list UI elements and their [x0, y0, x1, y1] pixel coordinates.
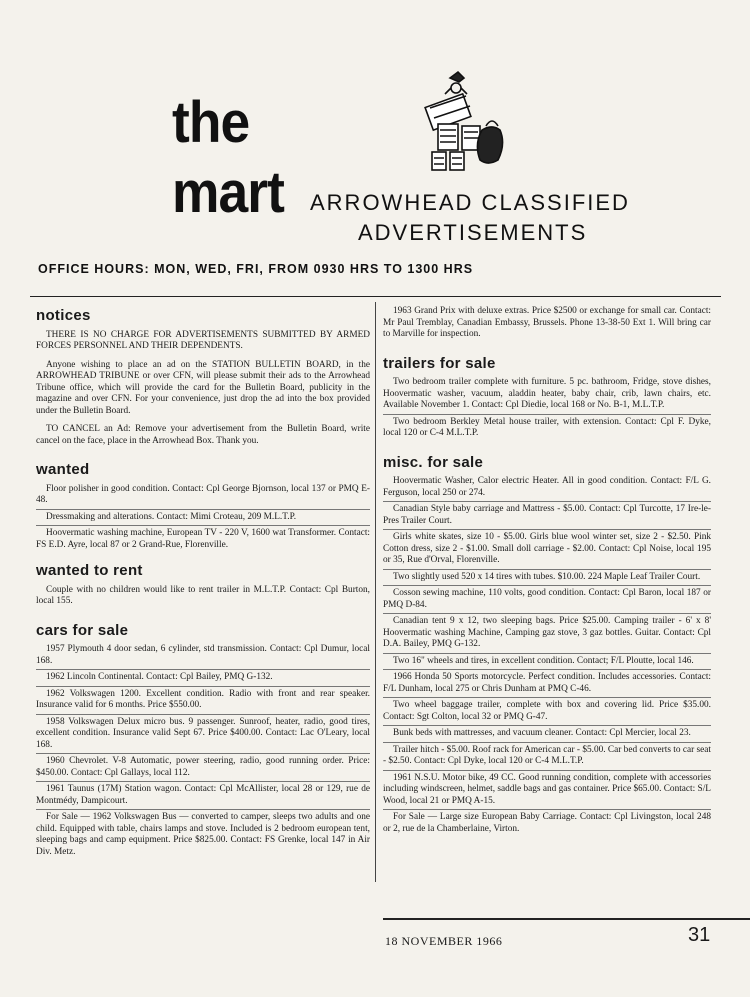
ad-misc: For Sale — Large size European Baby Carriage. Contact: Cpl Livingston, local 248 or 2, rue de la Chamberlaine, Virton. [383, 812, 711, 834]
left-column [36, 304, 370, 863]
heading-wanted: wanted [36, 461, 90, 478]
notice-how-to-cancel: TO CANCEL an Ad: Remove your advertisement from the Bulletin Board, write cancel on the face, place in the Arrowhead Box. Thank you. [36, 424, 370, 446]
ad-misc: Hoovermatic Washer, Calor electric Heater. All in good condition. Contact: F/L G. Ferguson, local 250 or 274. [383, 474, 711, 502]
ad-misc: Two 16" wheels and tires, in excellent condition. Contact; F/L Ploutte, local 146. [383, 654, 711, 671]
heading-trailers-for-sale: trailers for sale [383, 354, 496, 372]
ad-misc: 1966 Honda 50 Sports motorcycle. Perfect condition. Includes accessories. Contact: F/L Dunham, local 275 or Chris Dunham at PMQ C-46. [383, 670, 711, 698]
heading-notices: notices [36, 307, 91, 324]
ad-misc: Bunk beds with mattresses, and vacuum cleaner. Contact: Cpl Mercier, local 23. [383, 726, 711, 743]
notice-how-to-place: Anyone wishing to place an ad on the STATION BULLETIN BOARD, in the ARROWHEAD TRIBUNE or over CFN, will please submit their ads to the Arrowhead Tribune office, which will provide the card for the Bulletin Board, publicity in the magazine and over CFN. For your convenience, just drop the ad into the box provided under the Bulletin Board. [36, 359, 370, 416]
ad-wanted-to-rent: Couple with no children would like to rent trailer in M.L.T.P. Contact: Cpl Burton, local 155. [36, 584, 370, 606]
ad-car: 1962 Volkswagen 1200. Excellent condition. Radio with front and rear speaker. Insurance valid for 6 months. Price $550.00. [36, 687, 370, 715]
ad-car: 1958 Volkswagen Delux micro bus. 9 passenger. Sunroof, heater, radio, good tires, excellent condition. Insurance valid Sept 67. Price $400.00. Contact: Lac O'Leary, local 168. [36, 715, 370, 755]
ad-wanted: Hoovermatic washing machine, European TV - 220 V, 1600 wat Transformer. Contact: FS E.D. Ayre, local 87 or 2 Grand-Rue, Florenville. [36, 528, 370, 550]
top-divider [30, 296, 721, 297]
ad-trailer: Two bedroom trailer complete with furniture. 5 pc. bathroom, Fridge, stove dishes, Hoovermatic washer, vacuum, aladdin heater, baby chair, crib, lawn chairs, etc. Available November 1. Contact: Cpl Diedie, local 168 or No. B-1, M.L.T.P. [383, 375, 711, 415]
ad-car-grand-prix: 1963 Grand Prix with deluxe extras. Price $2500 or exchange for small car. Contact: Mr Paul Tremblay, Canadian Embassy, Brussels. Phone 13-38-50 Ext 1. Will bring car to Marville for inspection. [383, 306, 711, 339]
ad-car: For Sale — 1962 Volkswagen Bus — converted to camper, sleeps two adults and one child. Equipped with table, chairs lamps and stove. Included is 2 bedroom european tent, sleeping bags and camp equipment. Price $825.00. Contact: FS Grenke, local 147 in Air Div. Metz. [36, 812, 370, 857]
page-number: 31 [688, 924, 711, 946]
section-title-line-2: ADVERTISEMENTS [358, 220, 588, 245]
ad-trailer: Two bedroom Berkley Metal house trailer, with extension. Contact: Cpl F. Dyke, local 120 or C-4 M.L.T.P. [383, 416, 711, 438]
section-title-line-1: ARROWHEAD CLASSIFIED [310, 190, 630, 215]
notice-no-charge: THERE IS NO CHARGE FOR ADVERTISEMENTS SUBMITTED BY ARMED FORCES PERSONNEL AND THEIR DEPENDENTS. [36, 329, 370, 351]
ad-misc: 1961 N.S.U. Motor bike, 49 CC. Good running condition, complete with accessories including windscreen, helmet, saddle bags and gas container. Price $65.00. Contact: S/L Wood, local 21 or PMQ A-15. [383, 771, 711, 811]
ad-misc: Canadian tent 9 x 12, two sleeping bags. Price $25.00. Camping trailer - 6' x 8' Hoovermatic washing Machine, Camping gaz stove, 3 gaz bottles. Guitar. Contact: Cpl D.A. Bailey, PMQ G-132. [383, 614, 711, 654]
ad-misc: Two slightly used 520 x 14 tires with tubes. $10.00. 224 Maple Leaf Trailer Court. [383, 570, 711, 587]
ad-misc: Girls white skates, size 10 - $5.00. Girls blue wool winter set, size 2 - $2.50. Pink Cotton dress, size 2 - $1.00. Small doll carriage - $2.00. Contact: Cpl Noise, local 195 or 35, Rue d'Orval, Florenville. [383, 530, 711, 570]
ad-wanted: Floor polisher in good condition. Contact: Cpl George Bjornson, local 137 or PMQ E-48. [36, 482, 370, 510]
office-hours: OFFICE HOURS: MON, WED, FRI, FROM 0930 HRS TO 1300 HRS [38, 262, 474, 276]
ad-wanted: Dressmaking and alterations. Contact: Mimi Croteau, 209 M.L.T.P. [36, 510, 370, 527]
heading-misc-for-sale: misc. for sale [383, 453, 484, 471]
issue-date: 18 NOVEMBER 1966 [385, 934, 503, 948]
ad-car: 1961 Taunus (17M) Station wagon. Contact: Cpl McAllister, local 28 or 129, rue de Montmédy, Dampicourt. [36, 782, 370, 810]
ad-car: 1960 Chevrolet. V-8 Automatic, power steering, radio, good running order. Price: $450.00. Contact: Cpl Gallays, local 112. [36, 754, 370, 782]
ad-car: 1957 Plymouth 4 door sedan, 6 cylinder, std transmission. Contact: Cpl Dumur, local 168. [36, 642, 370, 670]
ad-car: 1962 Lincoln Continental. Contact: Cpl Bailey, PMQ G-132. [36, 670, 370, 687]
column-divider [375, 302, 376, 882]
right-column [383, 304, 711, 840]
footer-divider [383, 918, 750, 920]
ad-misc: Trailer hitch - $5.00. Roof rack for American car - $5.00. Car bed converts to car seat - $2.50. Contact: Cpl Dyke, local 120 or C-4 M.L.T.P. [383, 743, 711, 771]
ad-misc: Canadian Style baby carriage and Mattress - $5.00. Contact: Cpl Turcotte, 17 Ire-le-Pres Trailer Court. [383, 502, 711, 530]
ad-misc: Two wheel baggage trailer, complete with box and covering lid. Price $35.00. Contact: Sgt Colton, local 32 or PMQ G-47. [383, 698, 711, 726]
ad-misc: Cosson sewing machine, 110 volts, good condition. Contact: Cpl Baron, local 187 or PMQ D-84. [383, 586, 711, 614]
heading-wanted-to-rent: wanted to rent [36, 562, 143, 579]
shopping-bags-logo-illustration [420, 66, 512, 176]
heading-cars-for-sale: cars for sale [36, 621, 129, 639]
masthead-title: the mart [172, 90, 284, 225]
